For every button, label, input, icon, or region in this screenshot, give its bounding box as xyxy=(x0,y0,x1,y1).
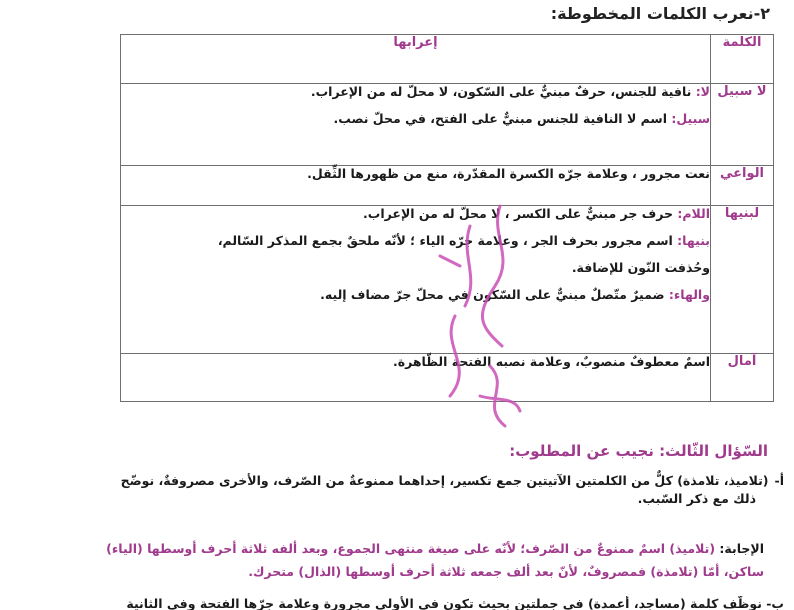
irab-line xyxy=(121,354,710,371)
irab-text: نافية للجنس، حرفٌ مبنيٌّ على السّكون، لا محلّ له من الإعراب. xyxy=(310,84,696,99)
irab-cell xyxy=(121,206,711,354)
word-cell: الواعي xyxy=(711,166,774,206)
irab-text: ضميرٌ متّصلٌ مبنيٌّ على السّكون في محلّ جرّ مضاف إليه. xyxy=(320,286,669,302)
word-cell: لا سبيل xyxy=(711,84,774,166)
irab-text: حرف جر مبنيٌّ على الكسر ، لا محلّ له من الإعراب. xyxy=(363,206,678,221)
question-line xyxy=(12,472,784,490)
answer-label: الإجابة: xyxy=(719,541,764,556)
irab-text: وحُذفت النّون للإضافة. xyxy=(571,259,710,275)
question-text: (تلاميذ، تلامذة) كلٌّ من الكلمتين الآتيتين جمع تكسير، إحداهما ممنوعةٌ من الصّرف، والأخرى مصروفةٌ، نوضّح xyxy=(120,473,769,488)
irab-label: والهاء: xyxy=(668,286,710,302)
irab-line xyxy=(121,166,710,183)
irab-line xyxy=(121,287,710,304)
irab-cell xyxy=(121,166,711,206)
irab-table xyxy=(120,34,774,402)
irab-line xyxy=(121,233,710,250)
irab-text: نعت مجرور ، وعلامة جرّه الكسرة المقدّرة، منع من ظهورها الثِّقل. xyxy=(307,166,710,181)
irab-text: اسم لا النافية للجنس مبنيٌّ على الفتح، في محلّ نصب. xyxy=(333,110,672,126)
irab-cell xyxy=(121,84,711,166)
table-row xyxy=(121,354,774,402)
question3-title: السّؤال الثّالث: نجيب عن المطلوب: xyxy=(509,442,768,460)
table-row xyxy=(121,166,774,206)
word-cell: لبنيها xyxy=(711,206,774,354)
question-item-b-partial: ب- نوظّف كلمة (مساجد، أعمدة) في جملتين بحيث تكون في الأولى مجرورة وعلامة جرّها الفتحة وفي الثانية xyxy=(126,596,784,610)
irab-label: اللام: xyxy=(677,206,710,221)
irab-line xyxy=(121,206,710,223)
word-cell: آمال xyxy=(711,354,774,402)
irab-line xyxy=(121,260,710,277)
irab-cell xyxy=(121,354,711,402)
irab-text: اسمٌ معطوفٌ منصوبٌ، وعلامة نصبه الفتحة الظّاهرة. xyxy=(392,354,710,369)
answer-text-1: (تلاميذ) اسمٌ ممنوعٌ من الصّرف؛ لأنّه على صيغة منتهى الجموع، وبعد ألفه ثلاثة أحرف أوسطها (الياء) xyxy=(106,541,720,556)
question-text-cont: ذلك مع ذكر السّبب. xyxy=(637,491,756,507)
section-heading: ٢-نعرب الكلمات المخطوطة: xyxy=(550,4,770,23)
irab-line xyxy=(121,111,710,128)
irab-label: سبيل: xyxy=(671,110,710,126)
answer-line-1 xyxy=(12,538,764,561)
irab-label: لا: xyxy=(695,84,710,99)
irab-line xyxy=(121,84,710,101)
irab-text: اسم مجرور بحرف الجر ، وعلامة جرّه الياء ؛ لأنّه ملحقٌ بجمع المذكر السّالم، xyxy=(217,232,678,248)
irab-label: بنيها: xyxy=(677,232,710,248)
table-header-row xyxy=(121,35,774,84)
item-marker: أ- xyxy=(774,473,784,488)
header-irab: إعرابها xyxy=(121,35,711,84)
answer-block xyxy=(12,538,764,583)
question-item-a xyxy=(12,472,784,508)
table-row xyxy=(121,206,774,354)
answer-line-2: ساكن، أمّا (تلامذة) فمصروفٌ، لأنّ بعد ألف جمعه ثلاثة أحرف أوسطها (الذال) متحرك. xyxy=(248,563,764,579)
header-word: الكلمة xyxy=(711,35,774,84)
table-row xyxy=(121,84,774,166)
